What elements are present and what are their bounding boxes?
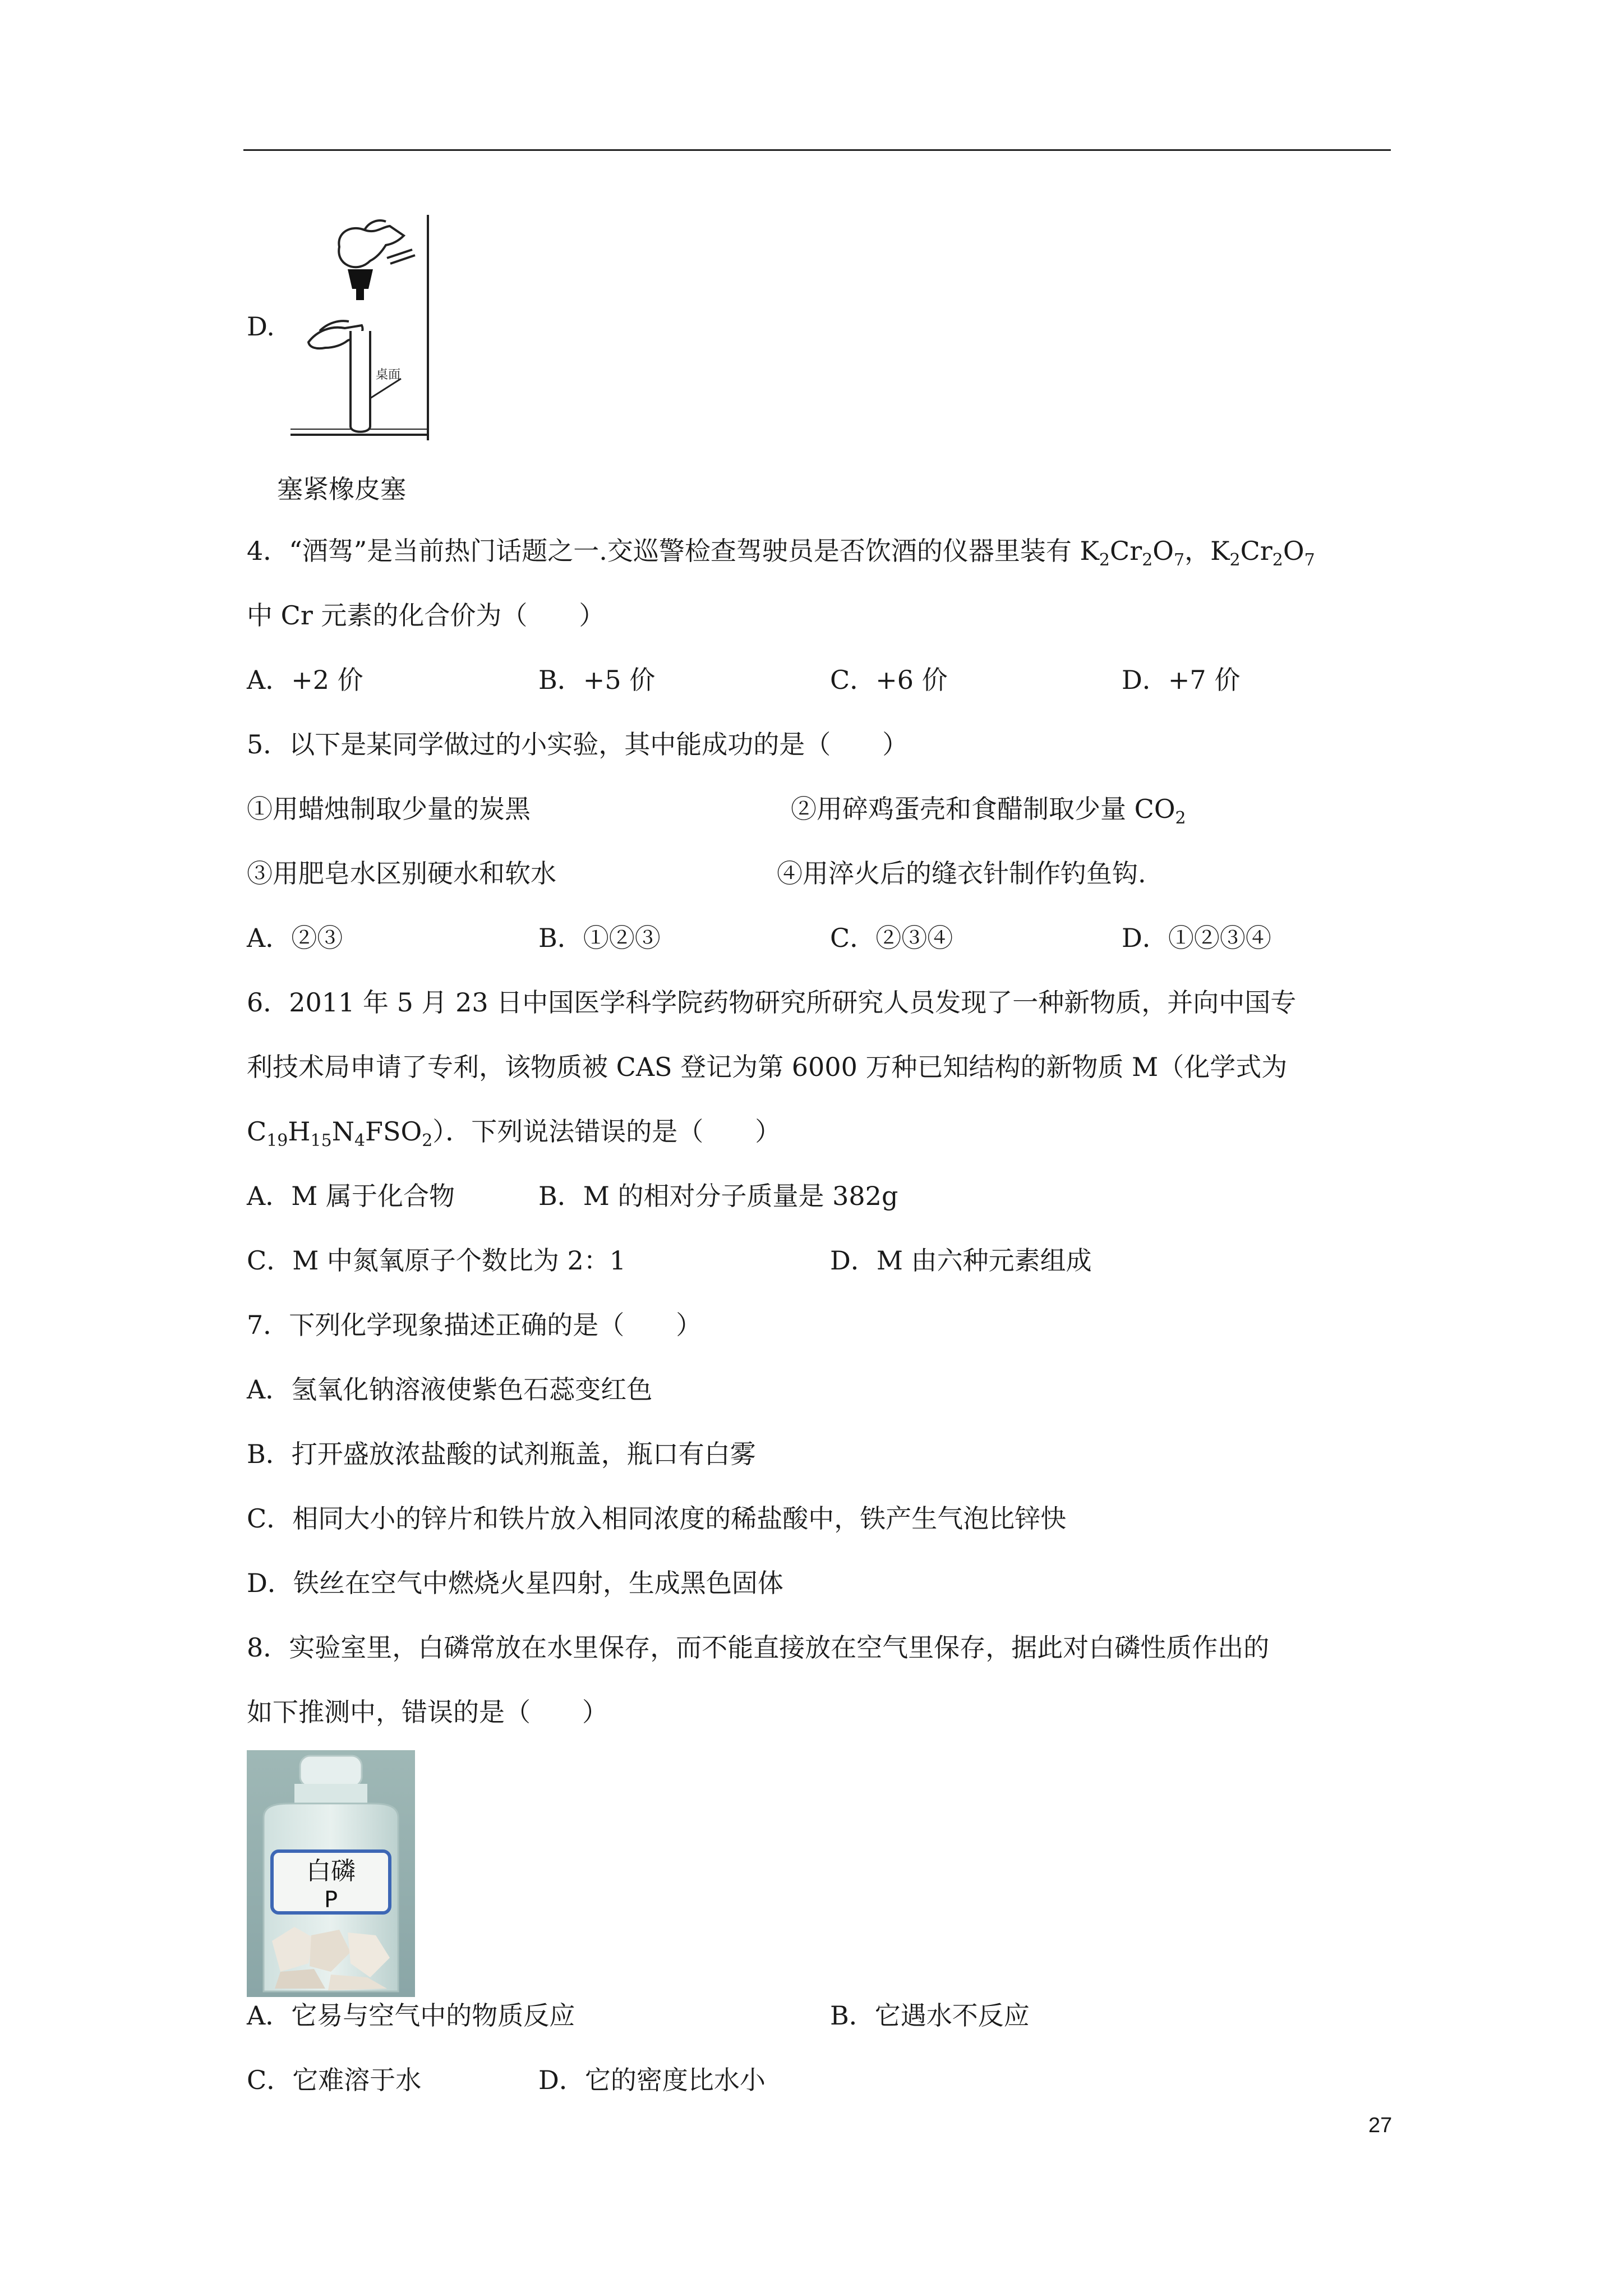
q5-option-a: A．②③ <box>247 923 343 953</box>
q5-item-3: ③用肥皂水区别硬水和软水 <box>247 858 556 889</box>
q6-option-a: A．M 属于化合物 <box>247 1181 455 1211</box>
q4-option-a: A．+2 价 <box>247 665 363 695</box>
q3-test-tube-figure <box>286 210 437 443</box>
q7-option-b: B．打开盛放浓盐酸的试剂瓶盖，瓶口有白雾 <box>247 1439 756 1469</box>
q7-option-c: C．相同大小的锌片和铁片放入相同浓度的稀盐酸中，铁产生气泡比锌快 <box>247 1503 1067 1534</box>
q5-option-d: D．①②③④ <box>1122 923 1271 953</box>
q6-stem-line2: 利技术局申请了专利，该物质被 CAS 登记为第 6000 万种已知结构的新物质 M（化学式为 <box>247 1052 1288 1082</box>
q8-option-c: C．它难溶于水 <box>247 2065 422 2095</box>
bottle-label-symbol: P <box>324 1887 338 1913</box>
q5-stem: 5．以下是某同学做过的小实验，其中能成功的是（ ） <box>247 729 909 760</box>
q5-option-b: B．①②③ <box>538 923 661 953</box>
q7-option-d: D．铁丝在空气中燃烧火星四射，生成黑色固体 <box>247 1568 783 1598</box>
q7-option-a: A．氢氧化钠溶液使紫色石蕊变红色 <box>247 1374 653 1405</box>
header-rule <box>243 149 1391 151</box>
q6-option-b: B．M 的相对分子质量是 382g <box>538 1181 898 1211</box>
q8-stem-line1: 8．实验室里，白磷常放在水里保存，而不能直接放在空气里保存，据此对白磷性质作出的 <box>247 1632 1270 1663</box>
q8-option-b: B．它遇水不反应 <box>830 2000 1030 2031</box>
white-phosphorus-bottle-photo <box>247 1750 415 1997</box>
q4-option-b: B．+5 价 <box>538 665 656 695</box>
q6-option-d: D．M 由六种元素组成 <box>830 1245 1092 1276</box>
q4-stem-line2: 中 Cr 元素的化合价为（ ） <box>247 600 605 631</box>
bottle-label-name: 白磷 <box>306 1857 356 1885</box>
q5-item-1: ①用蜡烛制取少量的炭黑 <box>247 794 531 824</box>
q6-stem-line1: 6．2011 年 5 月 23 日中国医学科学院药物研究所研究人员发现了一种新物质，并向中国专 <box>247 987 1297 1018</box>
q7-stem: 7．下列化学现象描述正确的是（ ） <box>247 1310 702 1340</box>
q3-caption: 塞紧橡皮塞 <box>277 474 406 504</box>
q6-stem-line3: $C_{19}H_{15}N_4FSO_2$）．下列说法错误的是（ ） <box>247 1116 781 1151</box>
q3-option-d-label: D. <box>247 311 275 342</box>
q5-item-2: ②用碎鸡蛋壳和食醋制取少量 $CO_2$ <box>791 794 1186 828</box>
q8-option-a: A．它易与空气中的物质反应 <box>247 2000 575 2031</box>
q6-option-c: C．M 中氮氧原子个数比为 2：1 <box>247 1245 626 1276</box>
q5-option-c: C．②③④ <box>830 923 953 953</box>
q4-option-c: C．+6 价 <box>830 665 948 695</box>
q8-stem-line2: 如下推测中，错误的是（ ） <box>247 1697 608 1727</box>
q4-option-d: D．+7 价 <box>1122 665 1241 695</box>
table-surface-label: 桌面 <box>376 368 401 382</box>
q4-stem-line1: 4．“酒驾”是当前热门话题之一.交巡警检查驾驶员是否饮酒的仪器里装有 $K_2Cr_2O_7$，$K_2Cr_2O_7$ <box>247 536 1315 570</box>
q5-item-4: ④用淬火后的缝衣针制作钓鱼钩. <box>777 858 1146 889</box>
page-number: 27 <box>1368 2114 1393 2137</box>
q8-option-d: D．它的密度比水小 <box>538 2065 766 2095</box>
